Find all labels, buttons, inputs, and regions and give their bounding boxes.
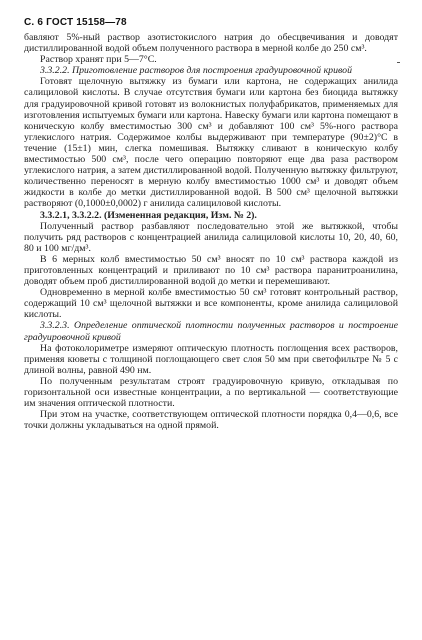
paragraph: Готовят щелочную вытяжку из бумаги или картона, не содержащих анилида салициловой кислоты. В случае отсутствия бумаги или картона без биоцида вытяжку для градуировочной кривой готовят из волокнистых полуфабрикатов, применяемых для изготовления испытуемых бумаги или картона. Навеску бумаги или картона помещают в коническую колбу вместимостью 300 см³ и добавляют 100 см³ 5%-ного раствора углекислого натрия. Содержимое колбы выдерживают при температуре (90±2)°С в течение (15±1) мин, слегка помешивая. Вытяжку сливают в коническую колбу вместимостью 500 см³, после чего операцию повторяют еще два раза раствором углекислого натрия, а затем дистиллированной водой. Полученную вытяжку фильтруют, количественно переносят в мерную колбу вместимостью 1000 см³ и доводят объем жидкости в колбе до метки дистиллированной водой. В 500 см³ щелочной вытяжки растворяют (0,1000±0,0002) г анилида салициловой кислоты. xyxy=(24,76,398,210)
paragraph: На фотоколориметре измеряют оптическую плотность поглощения всех растворов, применяя кюветы с толщиной поглощающего свет слоя 50 мм при светофильтре № 5 с длиной волны, равной 490 нм. xyxy=(24,342,398,376)
heading-text: 3.3.2.3. Определение оптической плотности полученных растворов и построение градуировочной кривой xyxy=(24,320,398,343)
paragraph: Одновременно в мерной колбе вместимостью 50 см³ готовят контрольный раствор, содержащий 10 см³ щелочной вытяжки и все компоненты, кроме анилида салициловой кислоты. xyxy=(24,287,398,321)
amendment-note: 3.3.2.1, 3.3.2.2. (Измененная редакция, Изм. № 2). xyxy=(40,209,257,221)
paragraph: Полученный раствор разбавляют последовательно этой же вытяжкой, чтобы получить ряд растворов с концентрацией анилида салициловой кислоты 10, 20, 40, 60, 80 и 100 мг/дм³. xyxy=(24,220,398,254)
section-heading-3-3-2-2 xyxy=(24,65,398,76)
paragraph: В 6 мерных колб вместимостью 50 см³ вносят по 10 см³ раствора каждой из приготовленных концентраций и приливают по 10 см³ раствора паранитроанилина, доводят объем проб дистиллированной водой до метки и перемешивают. xyxy=(24,253,398,288)
paragraph: Раствор хранят при 5—7°С. xyxy=(40,54,157,66)
paragraph: бавляют 5%-ный раствор азотистокислого натрия до обесцвечивания и доводят дистиллированной водой объем полученного раствора в мерной колбе до 250 см³. xyxy=(24,32,398,55)
heading-text: 3.3.2.2. Приготовление растворов для построения градуировочной кривой xyxy=(40,65,353,77)
margin-mark xyxy=(397,62,400,63)
paragraph: По полученным результатам строят градуировочную кривую, откладывая по горизонтальной оси известные концентрации, а по вертикальной — соответствующие им значения оптической плотности. xyxy=(24,375,398,410)
section-heading-3-3-2-3 xyxy=(24,320,398,342)
page-header: С. 6 ГОСТ 15158—78 xyxy=(24,17,127,28)
paragraph: При этом на участке, соответствующем оптической плотности порядка 0,4—0,6, все точки должны укладываться на одной прямой. xyxy=(24,409,398,432)
